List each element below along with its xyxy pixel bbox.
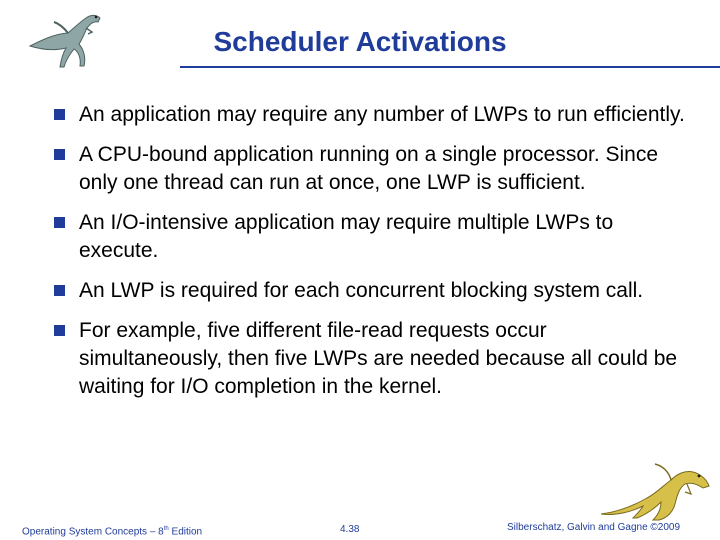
footer-book-suffix: Edition	[168, 526, 203, 538]
slide-title: Scheduler Activations	[213, 26, 507, 57]
footer-copyright: Silberschatz, Galvin and Gagne ©2009	[507, 522, 681, 533]
footer-book-sup: th	[163, 526, 169, 532]
bullet-text: A CPU-bound application running on a single processor. Since only one thread can run at once, one LWP is sufficient.	[79, 143, 659, 194]
bullet-text: An I/O-intensive application may require multiple LWPs to execute.	[79, 211, 614, 262]
bullet-item	[54, 277, 690, 305]
square-bullet-icon	[54, 109, 65, 120]
title-underline	[180, 66, 720, 68]
bullet-list	[54, 101, 690, 413]
bullet-text: For example, five different file-read requests occur simultaneously, then five LWPs are needed because all could be waiting for I/O completion in the kernel.	[79, 319, 678, 398]
footer-page-number: 4.38	[340, 524, 360, 535]
bullet-item	[54, 209, 690, 265]
dinosaur-corner-icon	[597, 454, 715, 524]
square-bullet-icon	[54, 285, 65, 296]
footer-book-prefix: Operating System Concepts – 8	[22, 526, 164, 538]
square-bullet-icon	[54, 325, 65, 336]
square-bullet-icon	[54, 217, 65, 228]
footer-book-title	[22, 526, 202, 537]
square-bullet-icon	[54, 149, 65, 160]
bullet-item	[54, 101, 690, 129]
bullet-item	[54, 141, 690, 197]
bullet-text: An application may require any number of LWPs to run efficiently.	[79, 103, 685, 126]
bullet-item	[54, 317, 690, 401]
bullet-text: An LWP is required for each concurrent blocking system call.	[79, 279, 644, 302]
